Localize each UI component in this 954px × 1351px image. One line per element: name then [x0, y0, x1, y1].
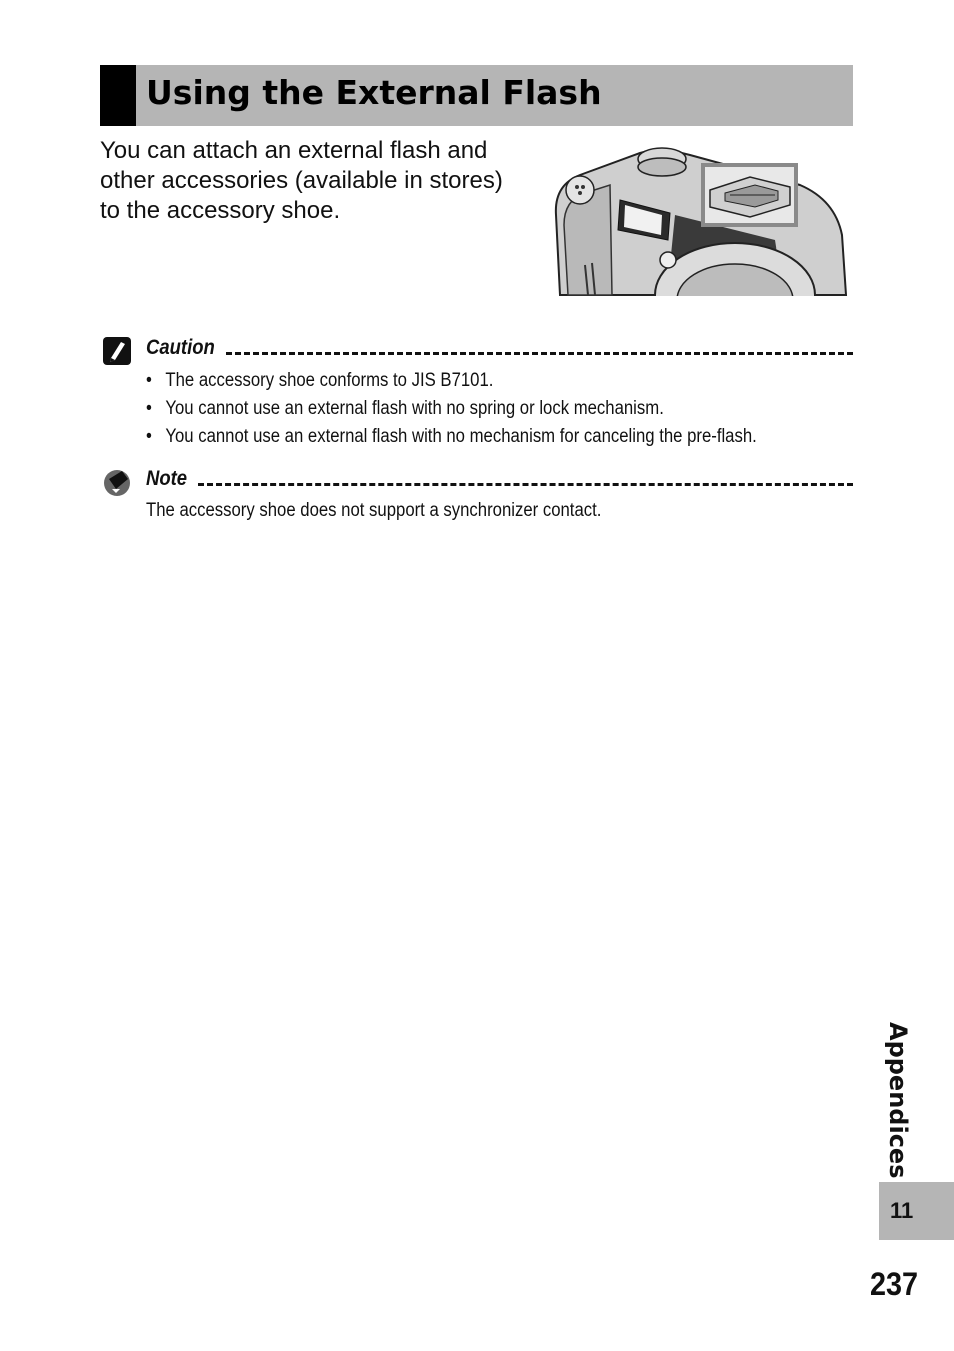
page-number: 237	[870, 1266, 919, 1302]
section-side-label	[880, 1022, 920, 1179]
note-text: The accessory shoe does not support a synchronizer contact.	[146, 500, 602, 521]
chapter-tab	[879, 1182, 954, 1240]
title-bar	[100, 65, 853, 126]
note-divider	[198, 483, 853, 486]
caution-divider	[226, 352, 853, 355]
list-item: • You cannot use an external flash with no spring or lock mechanism.	[146, 396, 757, 424]
caution-list	[146, 368, 840, 452]
caution-heading: Caution	[146, 336, 215, 359]
section-label-text: Appendices	[884, 1022, 912, 1179]
note-pencil-icon	[102, 467, 132, 497]
intro-line: You can attach an external flash and	[100, 137, 488, 164]
page-title: Using the External Flash	[146, 73, 602, 112]
note-heading: Note	[146, 467, 188, 490]
intro-line: other accessories (available in stores)	[100, 167, 503, 194]
title-marker-block	[100, 65, 136, 126]
caution-pencil-icon	[102, 336, 132, 366]
intro-paragraph	[100, 136, 540, 226]
chapter-number: 11	[890, 1198, 914, 1223]
camera-accessory-shoe-illustration	[550, 145, 850, 296]
list-item: • You cannot use an external flash with no mechanism for canceling the pre-flash.	[146, 424, 757, 452]
intro-line: to the accessory shoe.	[100, 197, 341, 224]
list-item: • The accessory shoe conforms to JIS B7101.	[146, 368, 757, 396]
